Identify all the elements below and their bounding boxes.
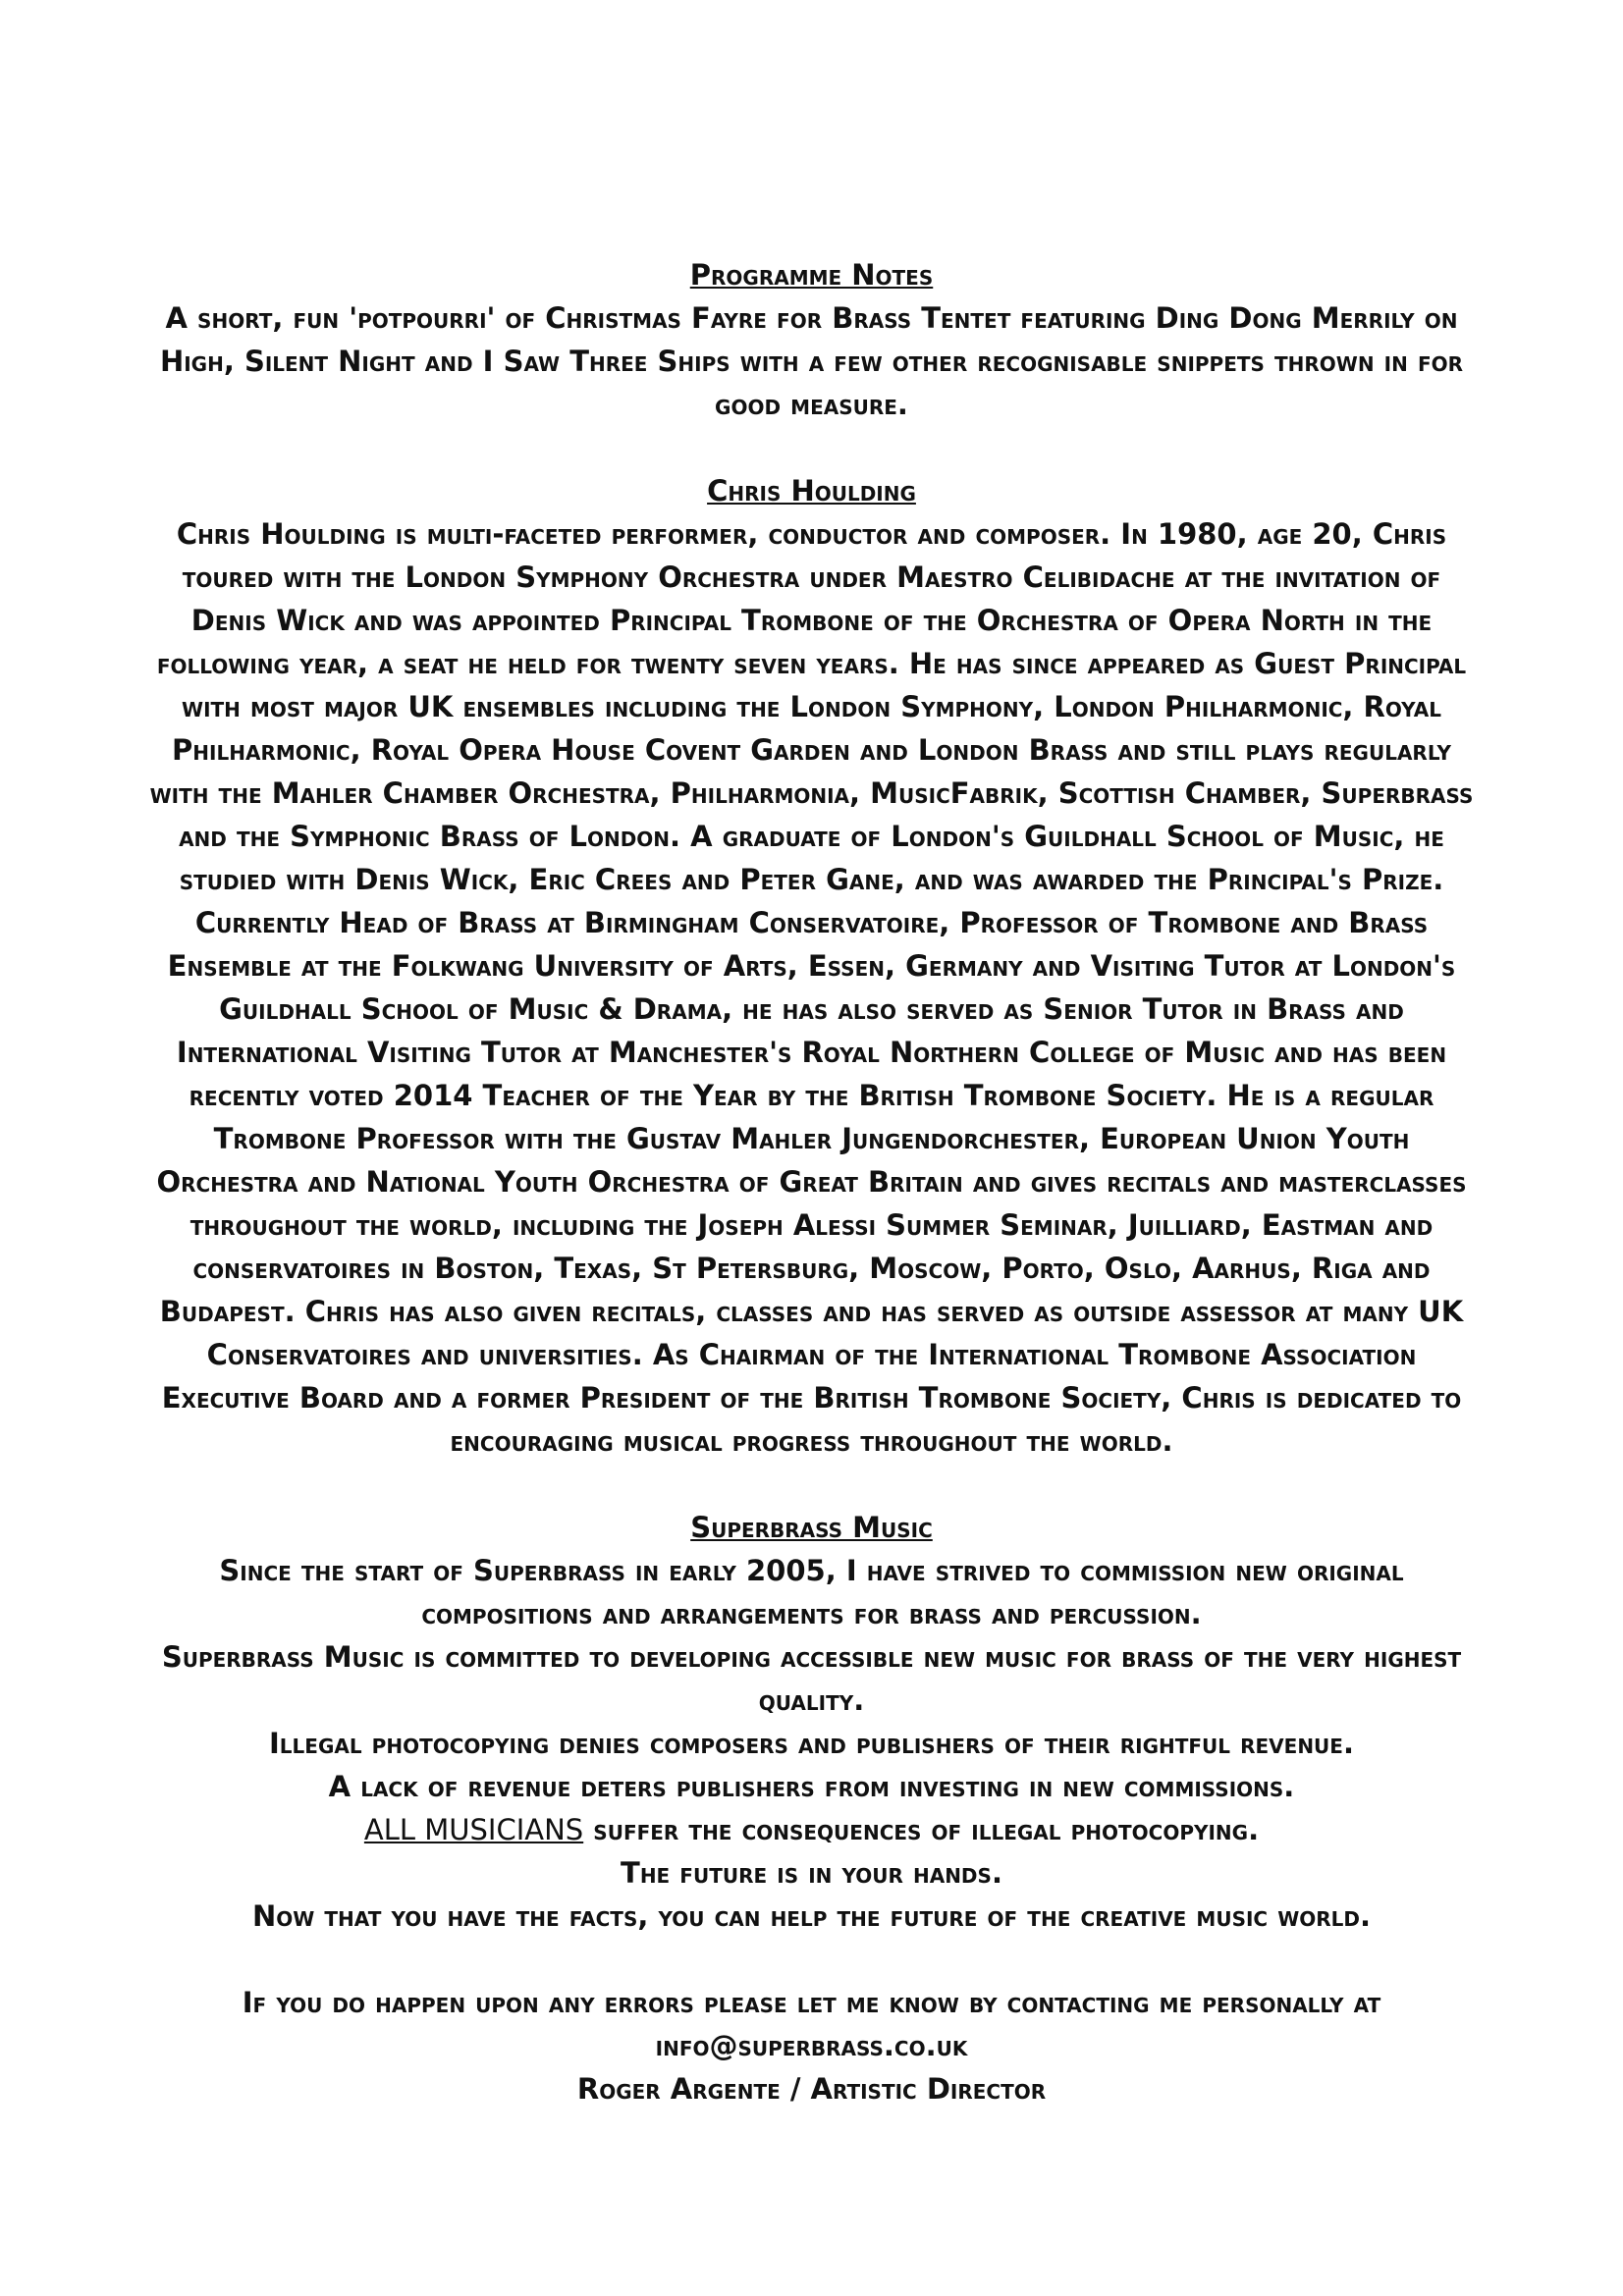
signature: Roger Argente / Artistic Director	[576, 2072, 1047, 2106]
document-page	[147, 253, 1476, 2110]
superbrass-line-committed: Superbrass Music is committed to developing accessible new music for brass of the very highest quality.	[161, 1640, 1462, 1717]
contact-email: info@superbrass.co.uk	[655, 2029, 968, 2062]
superbrass-line-future: The future is in your hands.	[621, 1856, 1002, 1890]
biography-heading: Chris Houlding	[707, 474, 916, 507]
superbrass-line-commission: Since the start of Superbrass in early 2005, I have strived to commission new original compositions and arrangements for brass and percussion.	[219, 1554, 1404, 1630]
superbrass-line-musicians	[147, 1808, 1476, 1851]
programme-notes-heading: Programme Notes	[689, 258, 934, 292]
all-musicians-emphasis: ALL MUSICIANS	[363, 1813, 584, 1846]
programme-notes-section	[147, 253, 1476, 426]
biography-section	[147, 469, 1476, 1463]
superbrass-line-facts: Now that you have the facts, you can help the future of the creative music world.	[251, 1899, 1372, 1933]
musicians-line-rest: suffer the consequences of illegal photocopying.	[583, 1813, 1260, 1846]
superbrass-music-heading: Superbrass Music	[690, 1511, 933, 1544]
biography-text: Chris Houlding is multi-faceted performer, conductor and composer. In 1980, age 20, Chris toured with the London Symphony Orchestra under Maestro Celibidache at the invitation of Denis Wick and was appointed Principal Trombone of the Orchestra of Opera North in the following year, a seat he held for twenty seven years. He has since appeared as Guest Principal with most major UK ensembles including the London Symphony, London Philharmonic, Royal Philharmonic, Royal Opera House Covent Garden and London Brass and still plays regularly with the Mahler Chamber Orchestra, Philharmonia, MusicFabrik, Scottish Chamber, Superbrass and the Symphonic Brass of London. A graduate of London's Guildhall School of Music, he studied with Denis Wick, Eric Crees and Peter Gane, and was awarded the Principal's Prize. Currently Head of Brass at Birmingham Conservatoire, Professor of Trombone and Brass Ensemble at the Folkwang University of Arts, Essen, Germany and Visiting Tutor at London's Guildhall School of Music & Drama, he has also served as Senior Tutor in Brass and International Visiting Tutor at Manchester's Royal Northern College of Music and has been recently voted 2014 Teacher of the Year by the British Trombone Society. He is a regular Trombone Professor with the Gustav Mahler Jungendorchester, European Union Youth Orchestra and National Youth Orchestra of Great Britain and gives recitals and masterclasses throughout the world, including the Joseph Alessi Summer Seminar, Juilliard, Eastman and conservatoires in Boston, Texas, St Petersburg, Moscow, Porto, Oslo, Aarhus, Riga and Budapest. Chris has also given recitals, classes and has served as outside assessor at many UK Conservatoires and universities. As Chairman of the International Trombone Association Executive Board and a former President of the British Trombone Society, Chris is dedicated to encouraging musical progress throughout the world.	[149, 517, 1474, 1458]
superbrass-music-section	[147, 1506, 1476, 1938]
programme-notes-text: A short, fun 'potpourri' of Christmas Fayre for Brass Tentet featuring Ding Dong Merrily on High, Silent Night and I Saw Three Ships with a few other recognisable snippets thrown in for good measure.	[159, 301, 1464, 421]
contact-line: If you do happen upon any errors please let me know by contacting me personally at	[242, 1986, 1381, 2019]
superbrass-line-illegal: Illegal photocopying denies composers and publishers of their rightful revenue.	[269, 1727, 1354, 1760]
contact-section	[147, 1981, 1476, 2110]
superbrass-line-revenue: A lack of revenue deters publishers from investing in new commissions.	[328, 1770, 1295, 1803]
